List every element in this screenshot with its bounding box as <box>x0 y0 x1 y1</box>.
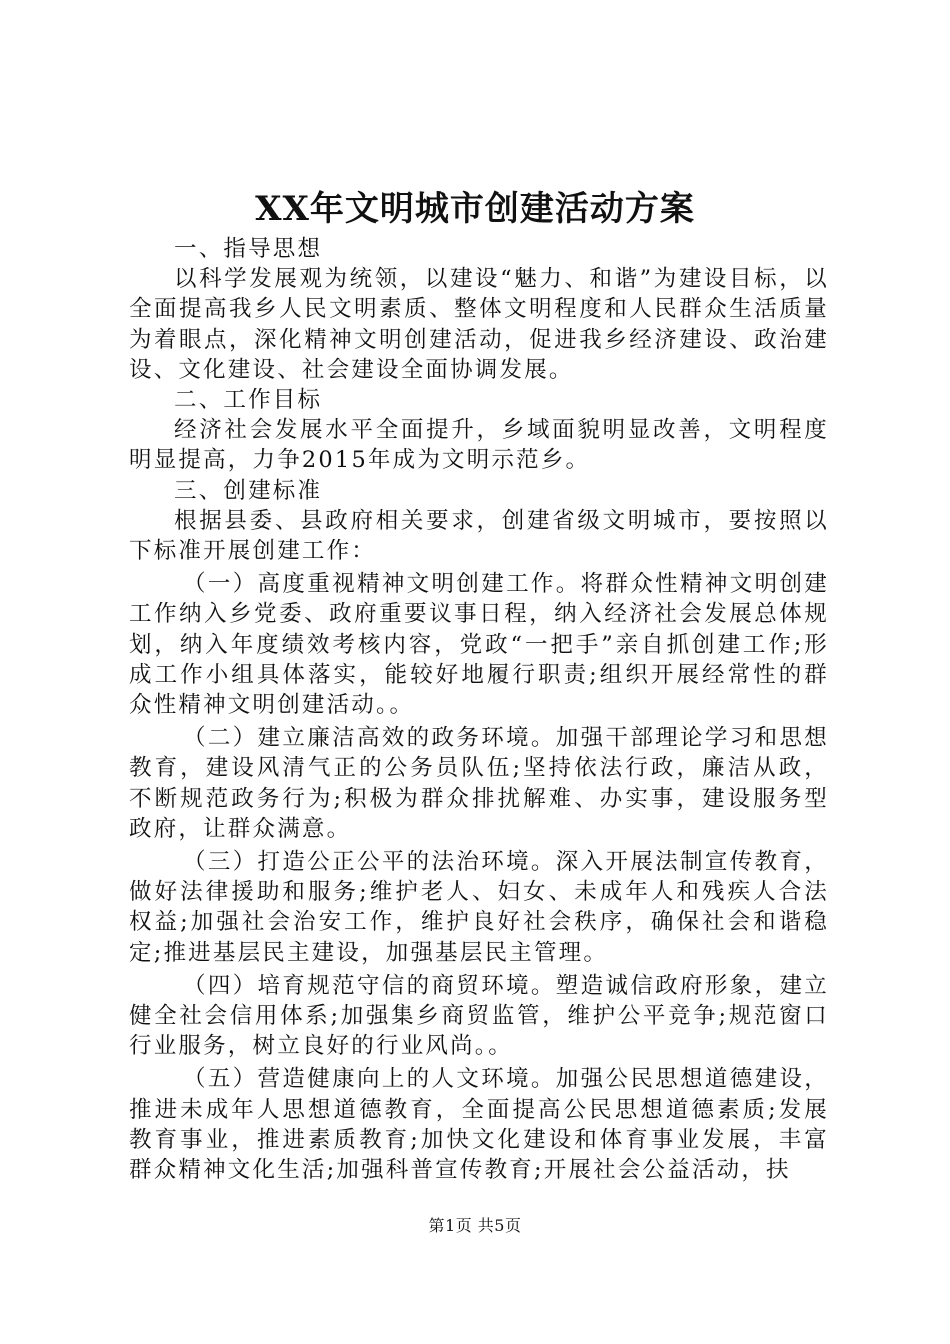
paragraph-standard-5: （五）营造健康向上的人文环境。加强公民思想道德建设，推进未成年人思想道德教育，全面提高公民思想道德素质;发展教育事业，推进素质教育;加快文化建设和体育事业发展，丰富群众精神文化生活;加强科普宣传教育;开展社会公益活动，扶 <box>129 1066 829 1184</box>
section-heading-work-goals: 二、工作目标 <box>174 387 323 414</box>
paragraph-standards-intro: 根据县委、县政府相关要求，创建省级文明城市，要按照以下标准开展创建工作： <box>129 507 829 565</box>
document-title: XX年文明城市创建活动方案 <box>255 189 695 229</box>
section-heading-standards: 三、创建标准 <box>174 477 323 504</box>
paragraph-standard-2: （二）建立廉洁高效的政务环境。加强干部理论学习和思想教育，建设风清气正的公务员队伍;坚持依法行政，廉洁从政，不断规范政务行为;积极为群众排扰解难、办实事，建设服务型政府，让群众满意。 <box>129 725 829 842</box>
page-number-footer: 第1页 共5页 <box>428 1216 522 1235</box>
paragraph-work-goals: 经济社会发展水平全面提升，乡域面貌明显改善，文明程度明显提高，力争2015年成为文明示范乡。 <box>129 417 829 474</box>
paragraph-standard-4: （四）培育规范守信的商贸环境。塑造诚信政府形象，建立健全社会信用体系;加强集乡商贸监管，维护公平竞争;规范窗口行业服务，树立良好的行业风尚。。 <box>129 972 829 1060</box>
document-body <box>129 234 829 1185</box>
paragraph-guiding-ideology: 以科学发展观为统领，以建设“魅力、和谐”为建设目标，以全面提高我乡人民文明素质、整体文明程度和人民群众生活质量为着眼点，深化精神文明创建活动，促进我乡经济建设、政治建设、文化建设、社会建设全面协调发展。 <box>129 266 829 383</box>
paragraph-standard-1: （一）高度重视精神文明创建工作。将群众性精神文明创建工作纳入乡党委、政府重要议事日程，纳入经济社会发展总体规划，纳入年度绩效考核内容，党政“一把手”亲自抓创建工作;形成工作小组具体落实，能较好地履行职责;组织开展经常性的群众性精神文明创建活动。。 <box>129 571 829 719</box>
section-heading-guiding-ideology: 一、指导思想 <box>174 236 323 262</box>
paragraph-standard-3: （三）打造公正公平的法治环境。深入开展法制宣传教育，做好法律援助和服务;维护老人、妇女、未成年人和残疾人合法权益;加强社会治安工作，维护良好社会秩序，确保社会和谐稳定;推进基层民主建设，加强基层民主管理。 <box>129 849 829 966</box>
